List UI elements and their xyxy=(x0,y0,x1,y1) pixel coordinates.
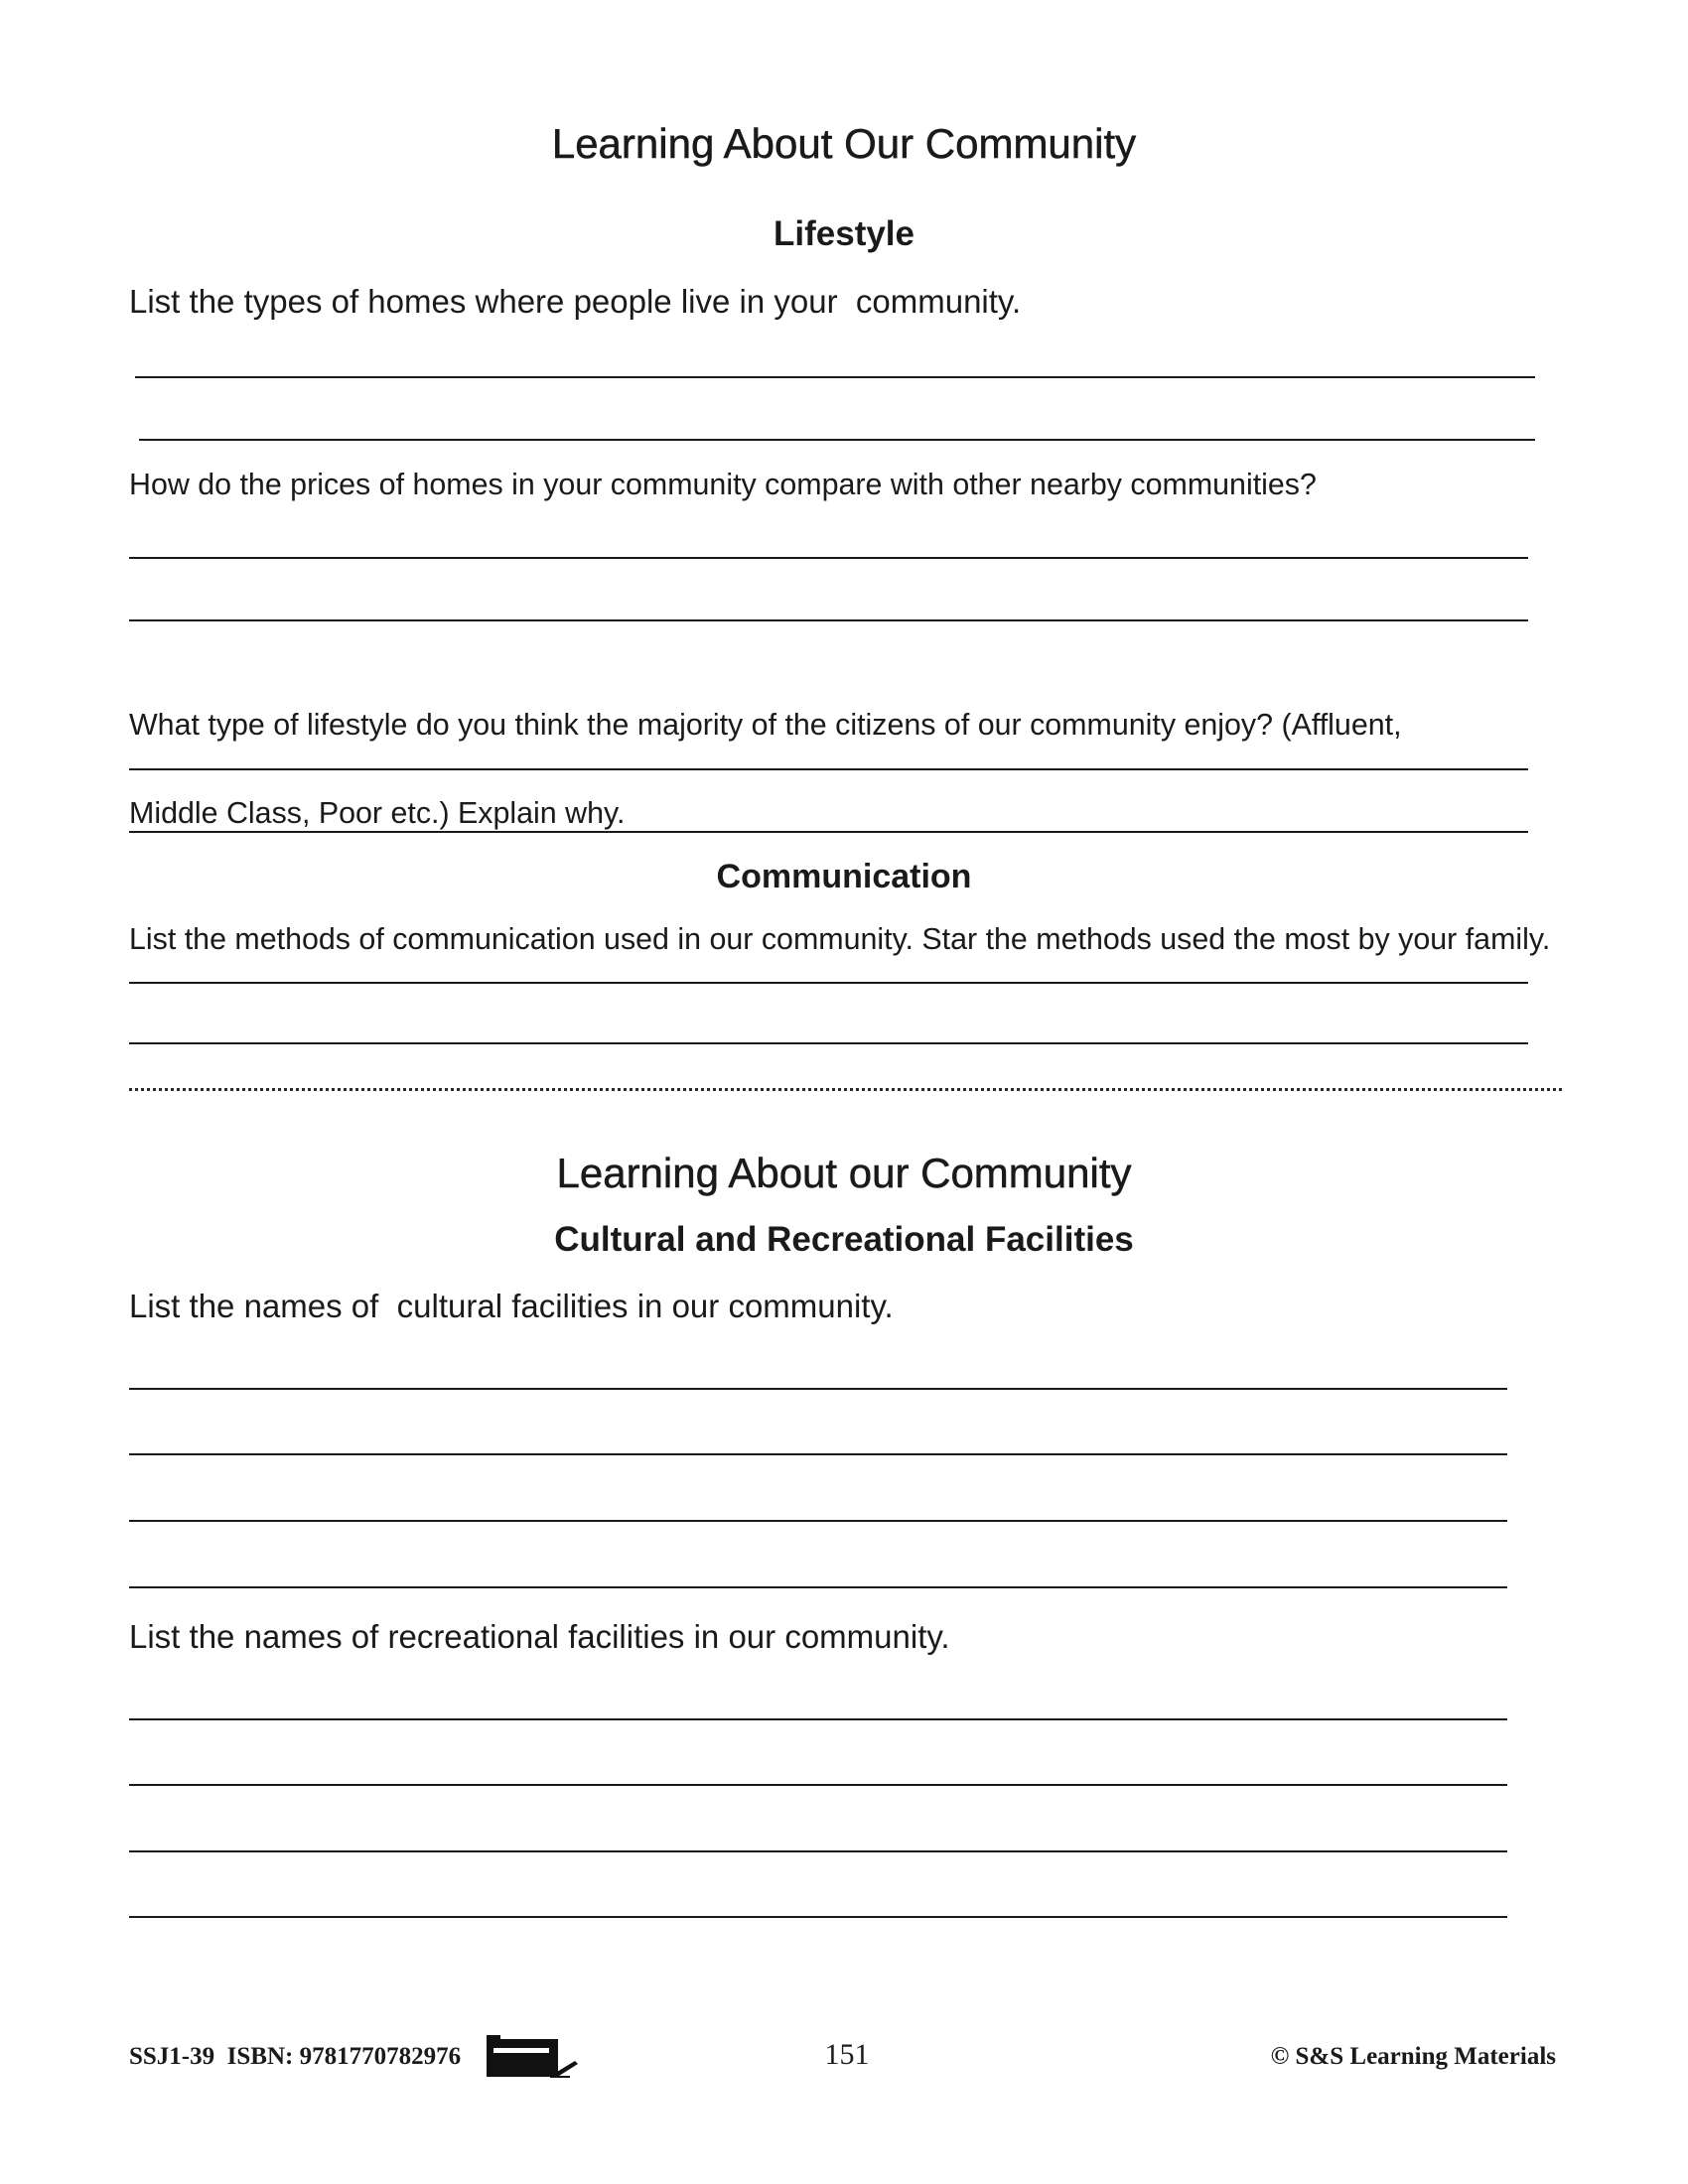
page-title: Learning About Our Community xyxy=(551,120,1137,167)
answer-line xyxy=(129,1388,1507,1390)
footer-series-isbn: SSJ1-39 ISBN: 9781770782976 xyxy=(129,2043,462,2070)
answer-line xyxy=(129,1850,1507,1852)
answer-line xyxy=(129,982,1528,984)
question-communication-methods: List the methods of communication used in our community. Star the methods used the most by your family. xyxy=(129,922,1551,956)
section-heading-lifestyle: Lifestyle xyxy=(774,214,914,253)
page-number: 151 xyxy=(824,2038,870,2071)
answer-line xyxy=(129,1520,1507,1522)
question-home-prices: How do the prices of homes in your community compare with other nearby communities? xyxy=(129,468,1317,501)
cut-line-divider xyxy=(129,1088,1562,1091)
answer-line xyxy=(129,1586,1507,1588)
answer-line xyxy=(129,1916,1507,1918)
section-heading-facilities: Cultural and Recreational Facilities xyxy=(554,1220,1134,1259)
answer-line xyxy=(129,557,1528,559)
answer-line xyxy=(129,619,1528,621)
question-cultural-facilities: List the names of cultural facilities in our community. xyxy=(129,1288,894,1324)
question-lifestyle-type-line-1: What type of lifestyle do you think the majority of the citizens of our community enjoy? (Affluent, xyxy=(129,708,1402,742)
answer-line xyxy=(139,439,1535,441)
question-recreational-facilities: List the names of recreational facilities in our community. xyxy=(129,1618,950,1655)
answer-line xyxy=(129,831,1528,833)
question-home-types: List the types of homes where people live in your community. xyxy=(129,283,1022,320)
answer-line xyxy=(135,376,1535,378)
page-title-bottom: Learning About our Community xyxy=(556,1150,1132,1196)
answer-line xyxy=(129,768,1528,770)
answer-line xyxy=(129,1718,1507,1720)
answer-line xyxy=(129,1042,1528,1044)
section-heading-communication: Communication xyxy=(716,858,972,895)
question-lifestyle-type xyxy=(129,652,1402,858)
answer-line xyxy=(129,1784,1507,1786)
notepad-pencil-icon xyxy=(485,2034,579,2079)
answer-line xyxy=(129,1453,1507,1455)
footer-copyright: © S&S Learning Materials xyxy=(1270,2043,1556,2070)
question-lifestyle-type-line-2: Middle Class, Poor etc.) Explain why. xyxy=(129,795,626,830)
